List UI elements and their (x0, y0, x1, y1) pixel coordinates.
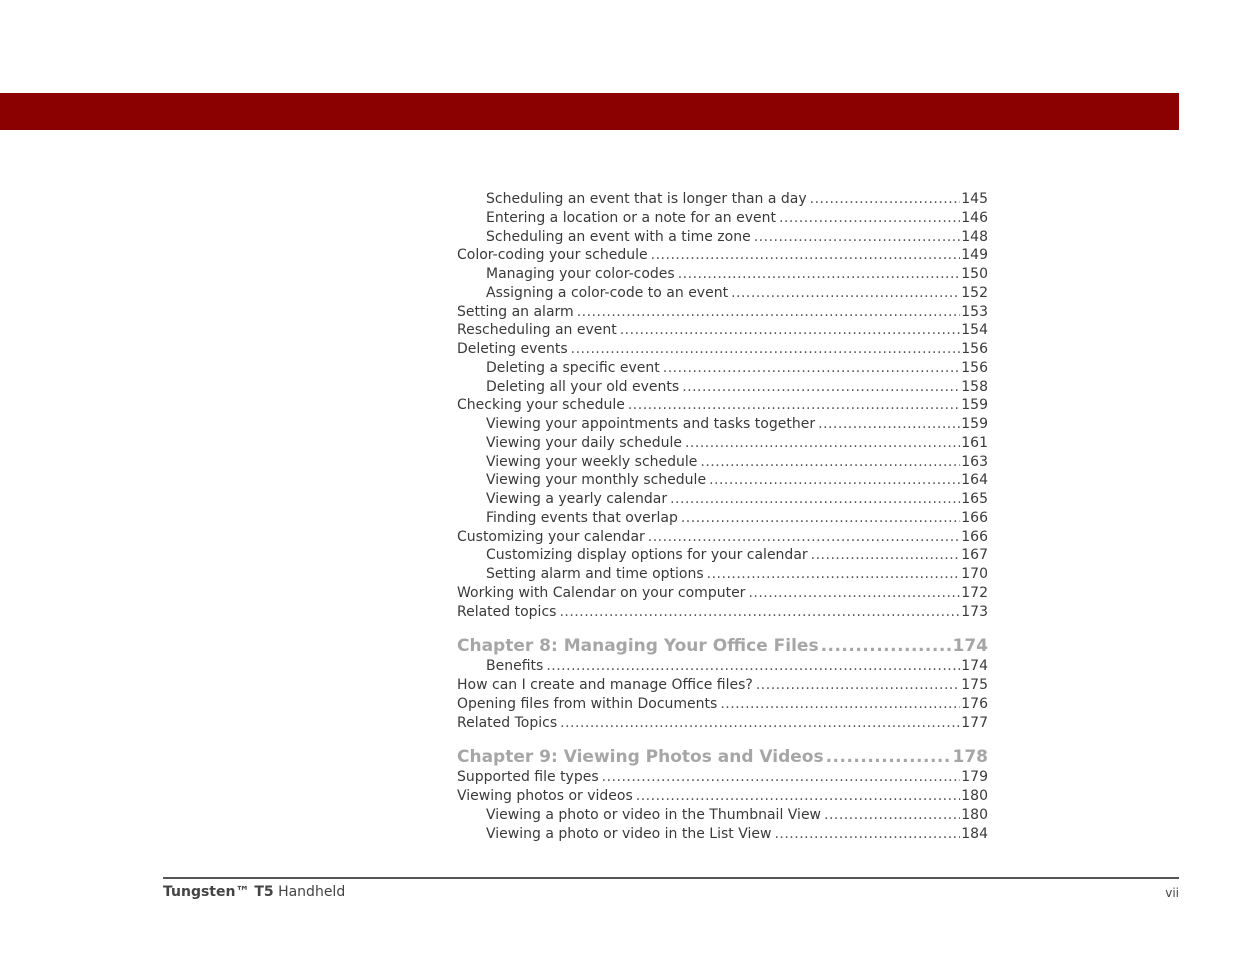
toc-entry[interactable] (457, 657, 988, 676)
chapter-title: Chapter 8: Managing Your Office Files (457, 636, 819, 657)
dot-leader (678, 265, 961, 284)
toc-entry-page: 172 (961, 584, 988, 601)
toc-entry-page: 166 (961, 528, 988, 545)
dot-leader (651, 246, 961, 265)
footer-rule (163, 877, 1179, 879)
toc-entry[interactable] (457, 265, 988, 284)
toc-entry[interactable] (457, 806, 988, 825)
toc-entry[interactable] (457, 528, 988, 547)
toc-entry[interactable] (457, 209, 988, 228)
toc-entry-title: Related Topics (457, 714, 558, 731)
toc-entry-page: 174 (961, 658, 988, 675)
toc-entry[interactable] (457, 768, 988, 787)
dot-leader (602, 768, 961, 787)
dot-leader (628, 396, 960, 415)
toc-entry-title: Color-coding your schedule (457, 247, 648, 264)
toc-entry[interactable] (457, 787, 988, 806)
dot-leader (810, 190, 961, 209)
dot-leader (682, 378, 960, 397)
dot-leader (663, 359, 961, 378)
toc-entry[interactable] (457, 509, 988, 528)
dot-leader (818, 415, 960, 434)
toc-entry-title: Setting alarm and time options (486, 566, 704, 582)
dot-leader (748, 584, 960, 603)
toc-entry-title: Setting an alarm (457, 303, 574, 320)
dot-leader (560, 714, 960, 733)
toc-entry-title: Deleting events (457, 341, 568, 357)
toc-entry-page: 164 (961, 472, 988, 489)
footer-brand: Tungsten™ T5 (163, 884, 274, 900)
dot-leader (811, 546, 961, 565)
dot-leader (756, 676, 960, 695)
toc-entry-page: 163 (961, 453, 988, 470)
dot-leader (779, 209, 960, 228)
toc-entry[interactable] (457, 584, 988, 603)
toc-entry[interactable] (457, 340, 988, 359)
toc-section-calendar (457, 190, 988, 621)
chapter-page: 174 (952, 636, 988, 657)
dot-leader (707, 565, 961, 584)
toc-entry-title: Managing your color-codes (486, 266, 675, 282)
toc-entry-page: 179 (961, 769, 988, 786)
toc-section-chapter-9 (457, 768, 988, 843)
toc-entry-title: How can I create and manage Office files? (457, 677, 753, 693)
dot-leader (546, 657, 960, 676)
toc-entry-page: 153 (961, 303, 988, 320)
toc-entry-title: Customizing display options for your calendar (486, 547, 808, 564)
dot-leader (824, 806, 960, 825)
dot-leader (720, 695, 960, 714)
toc-entry[interactable] (457, 228, 988, 247)
dot-leader (577, 303, 961, 322)
chapter-page: 178 (952, 747, 988, 768)
toc-entry-title: Viewing a photo or video in the List View (486, 825, 772, 842)
dot-leader (700, 453, 960, 472)
toc-entry[interactable] (457, 321, 988, 340)
toc-entry[interactable] (457, 603, 988, 622)
dot-leader (670, 490, 960, 509)
toc-entry-page: 166 (961, 509, 988, 526)
toc-entry-page: 148 (961, 228, 988, 245)
toc-entry-title: Customizing your calendar (457, 528, 645, 545)
toc-entry-page: 145 (961, 191, 988, 207)
toc-entry-title: Viewing your daily schedule (486, 434, 682, 451)
toc-entry-title: Entering a location or a note for an event (486, 209, 776, 226)
toc-entry-page: 152 (961, 284, 988, 301)
dot-leader (648, 528, 960, 547)
toc-entry[interactable] (457, 190, 988, 209)
toc-entry-title: Benefits (486, 658, 544, 675)
toc-entry[interactable] (457, 453, 988, 472)
toc-entry-title: Viewing a yearly calendar (486, 491, 668, 507)
toc-entry-title: Working with Calendar on your computer (457, 584, 746, 601)
toc-entry[interactable] (457, 546, 988, 565)
footer-page-number: vii (1165, 886, 1179, 900)
footer-title (163, 884, 345, 900)
footer-product: Handheld (273, 884, 346, 900)
toc-entry[interactable] (457, 676, 988, 695)
dot-leader (774, 825, 960, 844)
toc-entry-title: Viewing your appointments and tasks together (486, 416, 816, 432)
chapter-9-heading[interactable] (457, 746, 988, 768)
toc-entry-page: 156 (961, 359, 988, 376)
toc-entry-title: Supported file types (457, 769, 599, 786)
toc-entry[interactable] (457, 490, 988, 509)
toc-entry-page: 173 (961, 603, 988, 620)
toc-entry-page: 180 (961, 788, 988, 804)
toc-entry-page: 161 (961, 434, 988, 451)
toc-entry-title: Viewing your weekly schedule (486, 453, 698, 470)
toc-entry-title: Rescheduling an event (457, 322, 617, 339)
toc-entry-title: Checking your schedule (457, 397, 625, 414)
toc-entry[interactable] (457, 246, 988, 265)
toc-entry[interactable] (457, 695, 988, 714)
toc-entry[interactable] (457, 434, 988, 453)
toc-entry[interactable] (457, 303, 988, 322)
toc-entry-title: Related topics (457, 603, 557, 620)
dot-leader (559, 603, 960, 622)
toc-entry-title: Finding events that overlap (486, 509, 678, 526)
toc-entry-page: 180 (961, 806, 988, 823)
toc-entry-page: 175 (961, 677, 988, 693)
chapter-title: Chapter 9: Viewing Photos and Videos (457, 747, 824, 768)
toc-entry-title: Scheduling an event that is longer than a day (486, 191, 807, 207)
toc-entry[interactable] (457, 378, 988, 397)
toc-entry-page: 165 (961, 491, 988, 507)
dot-leader (571, 340, 961, 359)
header-banner (0, 93, 1179, 130)
toc-entry-page: 177 (961, 714, 988, 731)
toc-entry-page: 184 (961, 825, 988, 842)
toc-entry-title: Scheduling an event with a time zone (486, 228, 751, 245)
toc-entry[interactable] (457, 359, 988, 378)
toc-entry-page: 170 (961, 566, 988, 582)
dot-leader (731, 284, 960, 303)
toc-entry[interactable] (457, 396, 988, 415)
toc-entry-page: 159 (961, 397, 988, 414)
toc-entry-title: Viewing photos or videos (457, 788, 633, 804)
dot-leader (709, 471, 960, 490)
toc-section-chapter-8 (457, 657, 988, 732)
toc-entry[interactable] (457, 415, 988, 434)
toc-entry-title: Deleting all your old events (486, 378, 680, 395)
toc-entry[interactable] (457, 284, 988, 303)
toc-entry-page: 159 (961, 416, 988, 432)
chapter-8-heading[interactable] (457, 635, 988, 657)
toc-entry-title: Assigning a color-code to an event (486, 284, 729, 301)
toc-entry-page: 167 (961, 547, 988, 564)
toc-entry[interactable] (457, 714, 988, 733)
toc-entry-page: 176 (961, 695, 988, 712)
dot-leader (636, 787, 961, 806)
dot-leader (685, 434, 960, 453)
toc-entry[interactable] (457, 565, 988, 584)
toc-entry-title: Viewing your monthly schedule (486, 472, 707, 489)
toc-entry-title: Viewing a photo or video in the Thumbnail View (486, 806, 822, 823)
toc-entry-page: 149 (961, 247, 988, 264)
toc-entry-title: Opening files from within Documents (457, 695, 718, 712)
dot-leader (826, 746, 952, 768)
table-of-contents (457, 190, 988, 843)
dot-leader (821, 635, 952, 657)
toc-entry-page: 154 (961, 322, 988, 339)
toc-entry-page: 146 (961, 209, 988, 226)
toc-entry-page: 150 (961, 266, 988, 282)
toc-entry-title: Deleting a specific event (486, 359, 660, 376)
dot-leader (754, 228, 961, 247)
toc-entry[interactable] (457, 471, 988, 490)
toc-entry[interactable] (457, 825, 988, 844)
dot-leader (681, 509, 960, 528)
toc-entry-page: 158 (961, 378, 988, 395)
toc-entry-page: 156 (961, 341, 988, 357)
dot-leader (620, 321, 961, 340)
